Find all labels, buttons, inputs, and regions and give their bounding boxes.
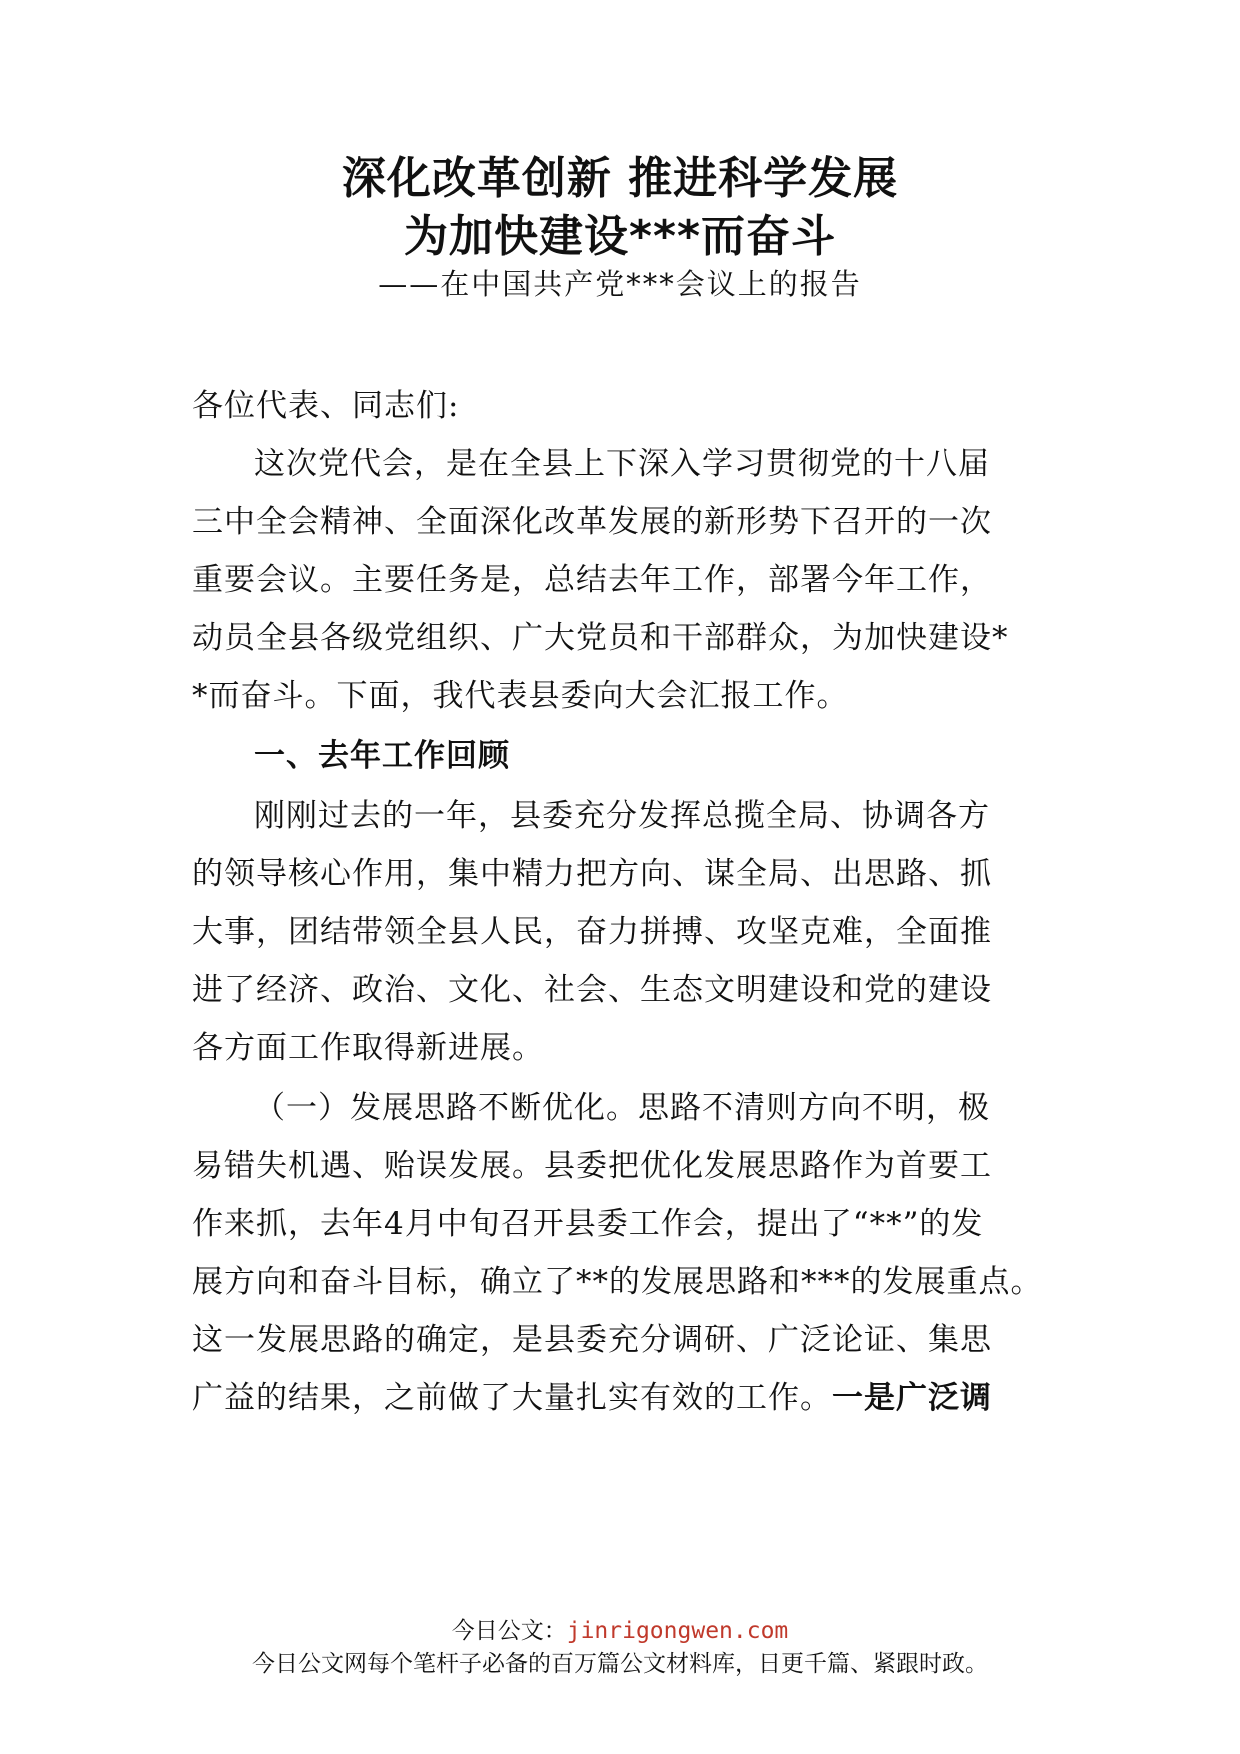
text-line: （一）发展思路不断优化。思路不清则方向不明，极 xyxy=(254,1090,990,1126)
text-line: 这次党代会，是在全县上下深入学习贯彻党的十八届 xyxy=(254,446,990,482)
text-line xyxy=(192,1372,1052,1417)
section-heading: 一、去年工作回顾 xyxy=(254,738,510,774)
text-line: 动员全县各级党组织、广大党员和干部群众，为加快建设* xyxy=(192,620,1009,656)
text-line: 刚刚过去的一年，县委充分发挥总揽全局、协调各方 xyxy=(254,798,990,834)
text-line: 大事，团结带领全县人民，奋力拼搏、攻坚克难，全面推 xyxy=(192,914,992,950)
subtitle: ——在中国共产党***会议上的报告 xyxy=(378,267,862,301)
bold-emphasis: 一是广泛调 xyxy=(832,1380,992,1416)
footer-tagline: 今日公文网每个笔杆子必备的百万篇公文材料库，日更千篇、紧跟时政。 xyxy=(252,1651,988,1677)
text-line: 三中全会精神、全面深化改革发展的新形势下召开的一次 xyxy=(192,504,992,540)
text-line: 重要会议。主要任务是，总结去年工作，部署今年工作， xyxy=(192,562,992,598)
title-line-1: 深化改革创新 推进科学发展 xyxy=(341,153,899,204)
footer-label: 今日公文： xyxy=(451,1618,567,1644)
text-line: 易错失机遇、贻误发展。县委把优化发展思路作为首要工 xyxy=(192,1148,992,1184)
text-line: 展方向和奋斗目标，确立了**的发展思路和***的发展重点。 xyxy=(192,1264,1043,1300)
text-line: 作来抓，去年4月中旬召开县委工作会，提出了“**”的发 xyxy=(192,1206,984,1242)
salutation: 各位代表、同志们: xyxy=(192,388,460,424)
text-line: 的领导核心作用，集中精力把方向、谋全局、出思路、抓 xyxy=(192,856,992,892)
text-line: 各方面工作取得新进展。 xyxy=(192,1030,544,1066)
text-line: *而奋斗。下面，我代表县委向大会汇报工作。 xyxy=(192,678,849,714)
text-line: 进了经济、政治、文化、社会、生态文明建设和党的建设 xyxy=(192,972,992,1008)
footer-source xyxy=(0,1612,1240,1645)
title-line-2: 为加快建设***而奋斗 xyxy=(403,211,837,262)
text-span: 广益的结果，之前做了大量扎实有效的工作。 xyxy=(192,1380,832,1416)
footer-url-link[interactable]: jinrigongwen.com xyxy=(566,1618,789,1644)
text-line: 这一发展思路的确定，是县委充分调研、广泛论证、集思 xyxy=(192,1322,992,1358)
